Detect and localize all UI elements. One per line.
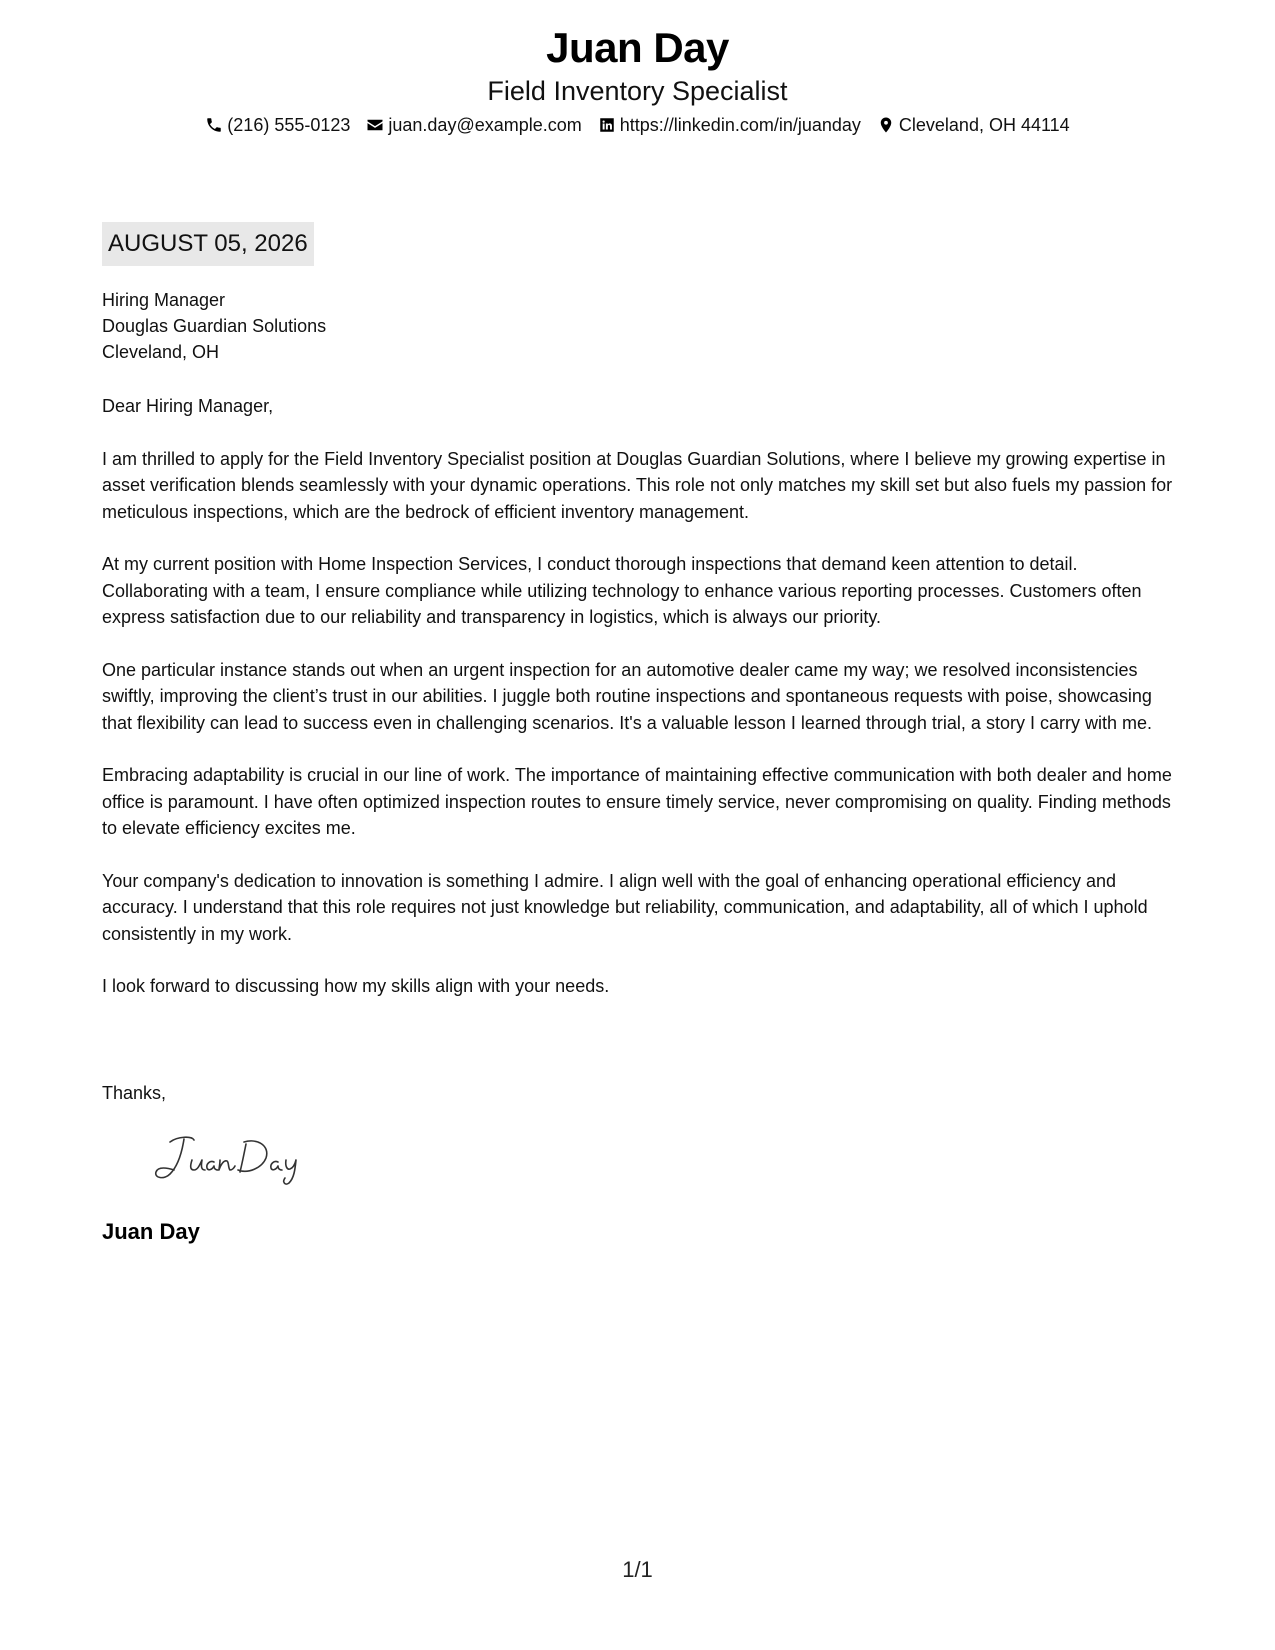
contact-info <box>0 112 1275 138</box>
handwritten-signature <box>148 1130 318 1190</box>
contact-linkedin[interactable] <box>598 112 861 138</box>
contact-phone <box>205 112 350 138</box>
body-paragraph: Embracing adaptability is crucial in our line of work. The importance of maintaining effective communication with both dealer and home office is paramount. I have often optimized inspection routes to ensure timely service, never compromising on quality. Finding methods to elevate efficiency excites me. <box>102 765 1172 838</box>
phone-icon <box>205 116 223 134</box>
letter-date: AUGUST 05, 2026 <box>102 222 314 266</box>
recipient-line: Hiring Manager <box>102 290 226 310</box>
salutation: Dear Hiring Manager, <box>102 396 274 416</box>
contact-email[interactable] <box>366 112 581 138</box>
body-paragraph: I look forward to discussing how my skills align with your needs. <box>102 976 610 996</box>
body-paragraph: At my current position with Home Inspection Services, I conduct thorough inspections that demand keen attention to detail. Collaborating with a team, I ensure compliance while utilizing technology to enhance various reporting processes. Customers often express satisfaction due to our reliability and transparency in logistics, which is always our priority. <box>102 554 1142 627</box>
email-text[interactable]: juan.day@example.com <box>388 115 582 135</box>
body-paragraph: One particular instance stands out when an urgent inspection for an automotive dealer came my way; we resolved inconsistencies swiftly, improving the client’s trust in our abilities. I juggle both routine inspections and spontaneous requests with poise, showcasing that flexibility can lead to success even in challenging scenarios. It's a valuable lesson I learned through trial, a story I carry with me. <box>102 659 1152 733</box>
recipient-company: Douglas Guardian Solutions <box>102 316 327 336</box>
recipient-location: Cleveland, OH <box>102 342 220 362</box>
envelope-icon <box>366 116 384 134</box>
body-paragraph: I am thrilled to apply for the Field Inventory Specialist position at Douglas Guardian Solutions, where I believe my growing expertise in asset verification blends seamlessly with your dynamic operations. This role not only matches my skill set but also fuels my passion for meticulous inspections, which are the bedrock of efficient inventory management. <box>102 448 1173 522</box>
map-marker-icon <box>877 116 895 134</box>
letter-body <box>102 393 1177 1026</box>
location-text: Cleveland, OH 44114 <box>898 115 1070 135</box>
linkedin-icon <box>598 116 616 134</box>
linkedin-text[interactable]: https://linkedin.com/in/juanday <box>619 115 861 135</box>
applicant-name: Juan Day <box>546 24 729 71</box>
contact-location <box>877 112 1070 138</box>
signer-name: Juan Day <box>102 1219 200 1244</box>
phone-text: (216) 555-0123 <box>227 115 351 135</box>
page-number: 1/1 <box>622 1557 653 1582</box>
recipient-block <box>102 287 326 365</box>
body-paragraph: Your company's dedication to innovation is something I admire. I align well with the goal of enhancing operational efficiency and accuracy. I understand that this role requires not just knowledge but reliability, communication, and adaptability, all of which I uphold consistently in my work. <box>102 870 1148 944</box>
applicant-title: Field Inventory Specialist <box>487 76 788 106</box>
letter-header <box>0 22 1275 138</box>
closing-line: Thanks, <box>102 1083 167 1103</box>
